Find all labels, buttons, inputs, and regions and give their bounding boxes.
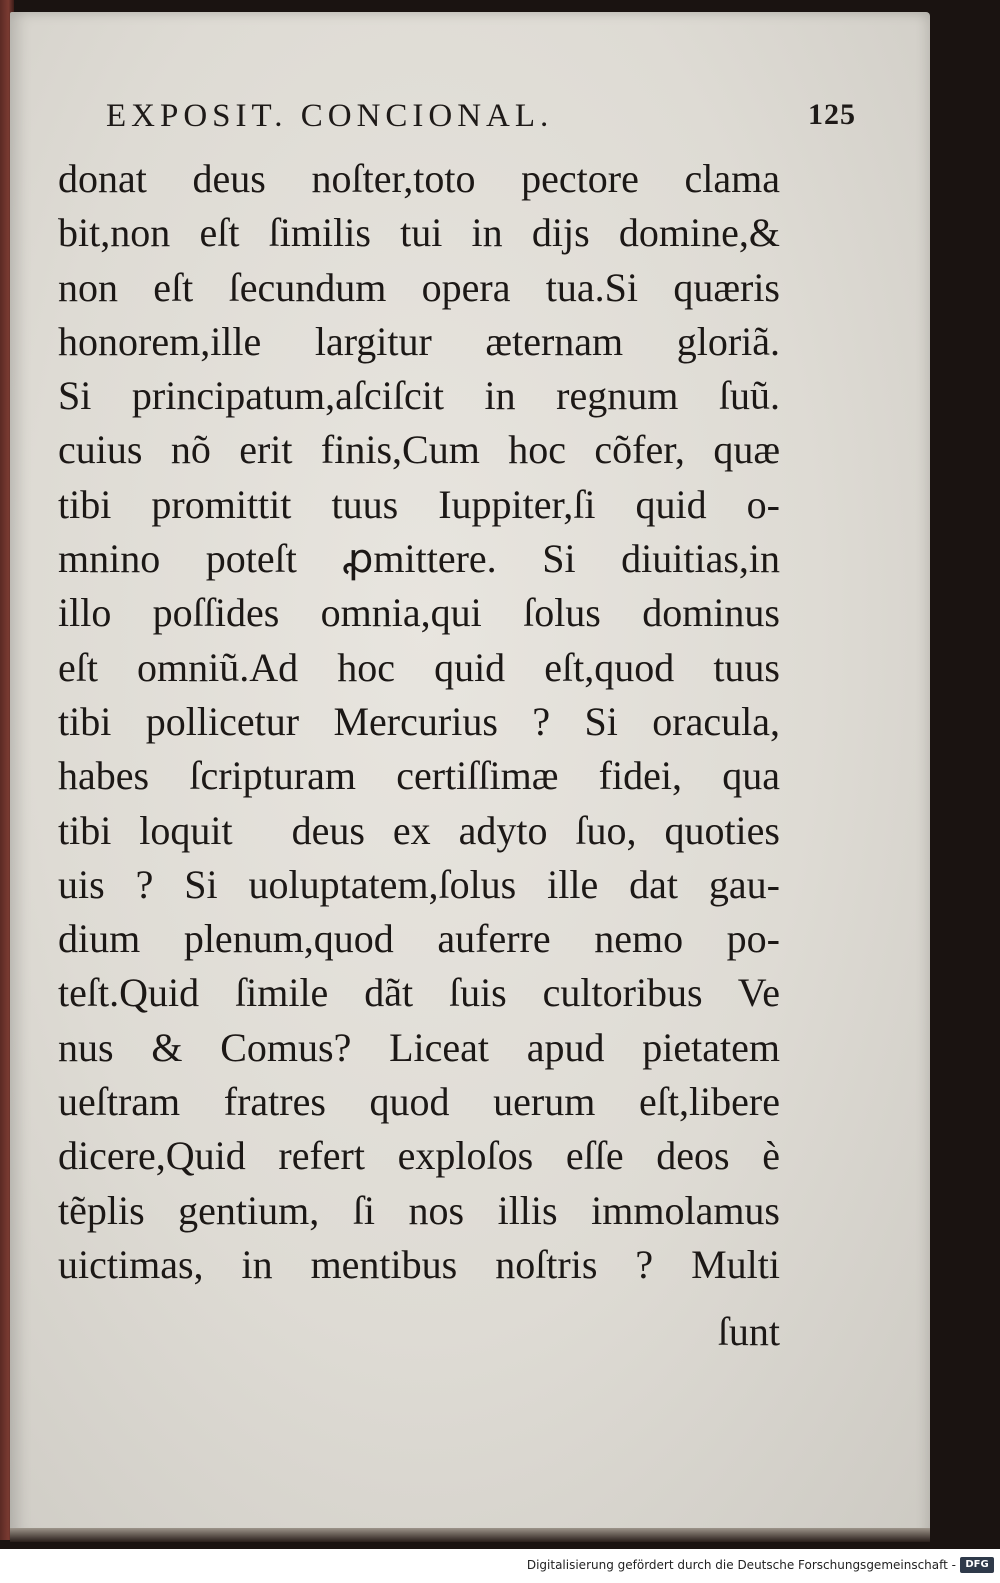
text-line: ueſtram fratres quod uerum eſt,libere xyxy=(58,1079,780,1125)
text-line: tẽplis gentium, ſi nos illis immolamus xyxy=(58,1187,780,1233)
text-line: uis ? Si uoluptatem,ſolus ille dat gau- xyxy=(58,861,780,907)
text-line: tibi loquit᷑ deus ex adyto ſuo, quoties xyxy=(58,807,780,853)
funding-credit: Digitalisierung gefördert durch die Deutsche Forschungsgemeinschaft - xyxy=(526,1558,956,1572)
text-line: bit,non eſt ſimilis tui in dijs domine,& xyxy=(58,210,780,256)
text-line: illo poſſides omnia,qui ſolus dominus xyxy=(58,590,780,636)
text-line: mnino poteſt ꝓmittere. Si diuitias,in xyxy=(58,536,780,582)
catchword: ſunt xyxy=(717,1309,780,1354)
text-line: cuius nõ erit finis,Cum hoc cõfer, quæ xyxy=(58,427,780,473)
dfg-logo: DFG xyxy=(960,1557,994,1573)
text-line: non eſt ſecundum opera tua.Si quæris xyxy=(58,264,780,310)
text-line: eſt omniũ.Ad hoc quid eſt,quod tuus xyxy=(58,644,780,690)
text-line: tibi promittit tuus Iuppiter,ſi quid o- xyxy=(58,481,780,527)
text-line: nus & Comus? Liceat apud pietatem xyxy=(58,1024,780,1070)
running-head xyxy=(106,98,856,144)
text-line: Si principatum,aſciſcit in regnum ſuũ. xyxy=(58,373,780,419)
running-head-title: EXPOSIT. CONCIONAL. xyxy=(106,98,554,134)
page-number: 125 xyxy=(808,98,856,131)
text-line: dicere,Quid refert exploſos eſſe deos è xyxy=(58,1133,780,1179)
text-line: habes ſcripturam certiſſimæ fidei, qua xyxy=(58,753,780,799)
text-line: tibi pollicetur Mercurius ? Si oracula, xyxy=(58,698,780,744)
digitization-footer xyxy=(0,1549,1000,1583)
text-line: dium plenum,quod auferre nemo po- xyxy=(58,916,780,962)
page-bottom-edge xyxy=(10,1528,930,1542)
text-line: honorem,ille largitur æternam gloriã. xyxy=(58,318,780,364)
body-text xyxy=(58,152,780,1292)
text-line: teſt.Quid ſimile dãt ſuis cultoribus Ve xyxy=(58,970,780,1016)
text-line: donat deus noſter,toto pectore clama xyxy=(58,156,780,201)
text-line: uictimas, in mentibus noſtris ? Multi xyxy=(58,1241,780,1287)
